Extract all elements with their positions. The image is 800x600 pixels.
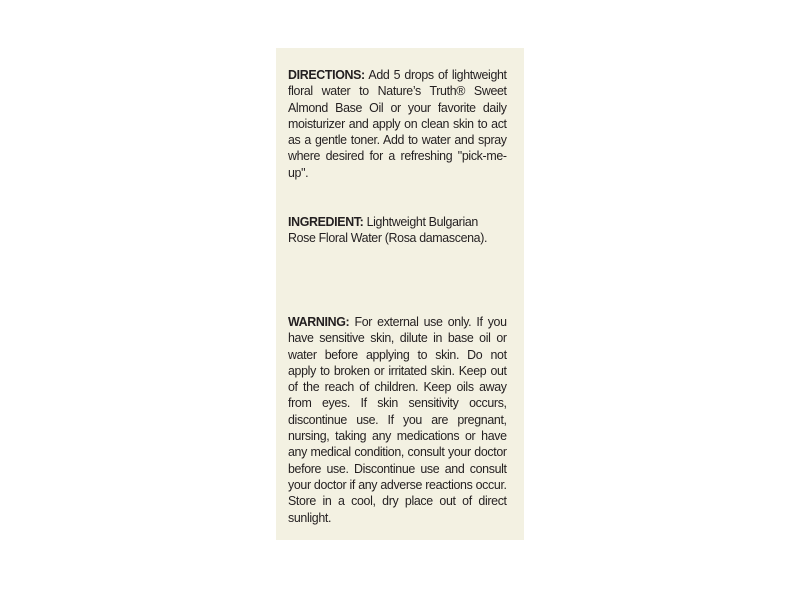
warning-heading: WARNING: [288,315,350,329]
product-label-panel [276,48,524,540]
warning-section [288,314,507,526]
ingredient-text: Lightweight Bulgarian Rose Floral Water (Rosa damascena). [288,215,488,246]
directions-heading: DIRECTIONS: [288,68,365,82]
ingredient-heading: INGREDIENT: [288,215,364,229]
ingredient-section [288,214,507,247]
warning-text: For external use only. If you have sensitive skin, dilute in base oil or water before applying to skin. Do not apply to broken or irritated skin. Keep out of the reach of children. Keep oils away from eyes. If skin sensitivity occurs, discontinue use. If you are pregnant, nursing, taking any medications or have any medical condition, consult your doctor before use. Discontinue use and consult your doctor if any adverse reactions occur. Store in a cool, dry place out of direct sunlight. [288,315,507,525]
directions-section [288,67,507,181]
directions-text: Add 5 drops of lightweight floral water to Nature’s Truth® Sweet Almond Base Oil or your favorite daily moisturizer and apply on clean skin to act as a gentle toner. Add to water and spray where desired for a refreshing "pick-me-up". [288,68,507,180]
